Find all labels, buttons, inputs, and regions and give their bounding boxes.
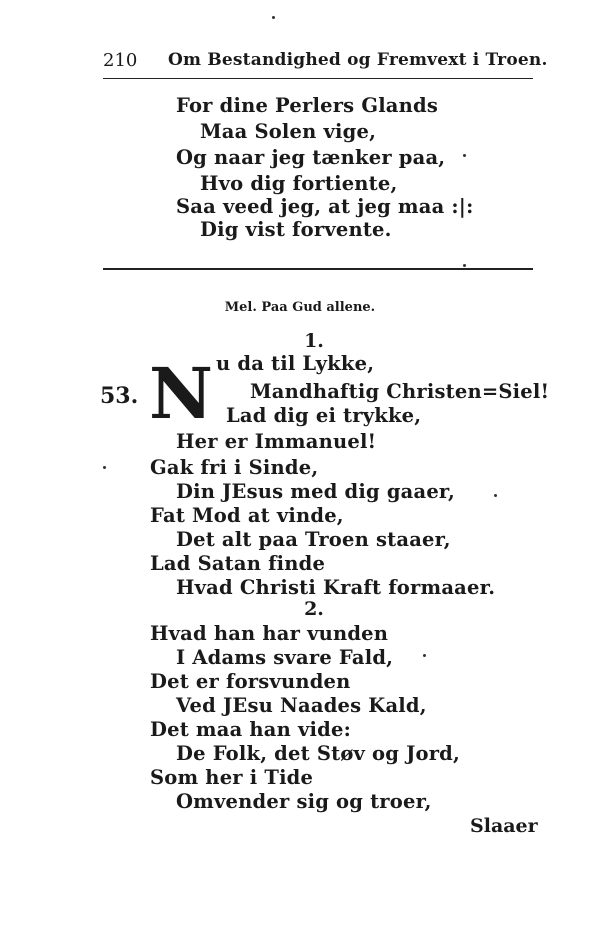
verse-line: Din JEsus med dig gaaer, — [176, 480, 455, 503]
running-header-title: Om Bestandighed og Fremvext i Troen. — [168, 50, 548, 70]
verse-line: u da til Lykke, — [216, 352, 375, 375]
melody-indication: Mel. Paa Gud allene. — [224, 300, 376, 315]
stanza-number: 1. — [304, 330, 324, 352]
verse-line: Det maa han vide: — [150, 718, 351, 741]
verse-line: Hvo dig fortiente, — [200, 172, 398, 195]
verse-line: Fat Mod at vinde, — [150, 504, 344, 527]
paper-speck — [463, 154, 466, 157]
verse-line: Gak fri i Sinde, — [150, 456, 319, 479]
verse-line: Ved JEsu Naades Kald, — [176, 694, 427, 717]
verse-line: Dig vist forvente. — [200, 218, 392, 241]
header-rule — [103, 78, 533, 79]
verse-line: Mandhaftig Christen=Siel! — [250, 380, 550, 403]
verse-line: Omvender sig og troer, — [176, 790, 432, 813]
stanza-number: 2. — [304, 598, 324, 620]
verse-line: Hvad Christi Kraft formaaer. — [176, 576, 496, 599]
paper-speck — [423, 654, 426, 657]
verse-line: Det alt paa Troen staaer, — [176, 528, 451, 551]
verse-line: Hvad han har vunden — [150, 622, 389, 645]
verse-line: Lad dig ei trykke, — [226, 404, 422, 427]
verse-line: For dine Perlers Glands — [176, 94, 439, 117]
hymn-number: 53. — [100, 383, 139, 409]
verse-line: Her er Immanuel! — [176, 430, 377, 453]
verse-line: Maa Solen vige, — [200, 120, 377, 143]
verse-line: Og naar jeg tænker paa, — [176, 146, 446, 169]
catchword: Slaaer — [470, 815, 538, 837]
verse-line: Saa veed jeg, at jeg maa :|: — [176, 195, 474, 218]
section-divider-rule — [103, 268, 533, 270]
verse-line: I Adams svare Fald, — [176, 646, 394, 669]
paper-speck — [463, 264, 466, 267]
verse-line: Som her i Tide — [150, 766, 314, 789]
drop-cap-initial: N — [149, 352, 213, 435]
verse-line: Lad Satan finde — [150, 552, 326, 575]
verse-line: Det er forsvunden — [150, 670, 351, 693]
verse-line: De Folk, det Støv og Jord, — [176, 742, 460, 765]
paper-speck — [103, 466, 106, 469]
paper-speck — [272, 16, 275, 19]
page-number: 210 — [103, 50, 138, 71]
paper-speck — [494, 494, 497, 497]
